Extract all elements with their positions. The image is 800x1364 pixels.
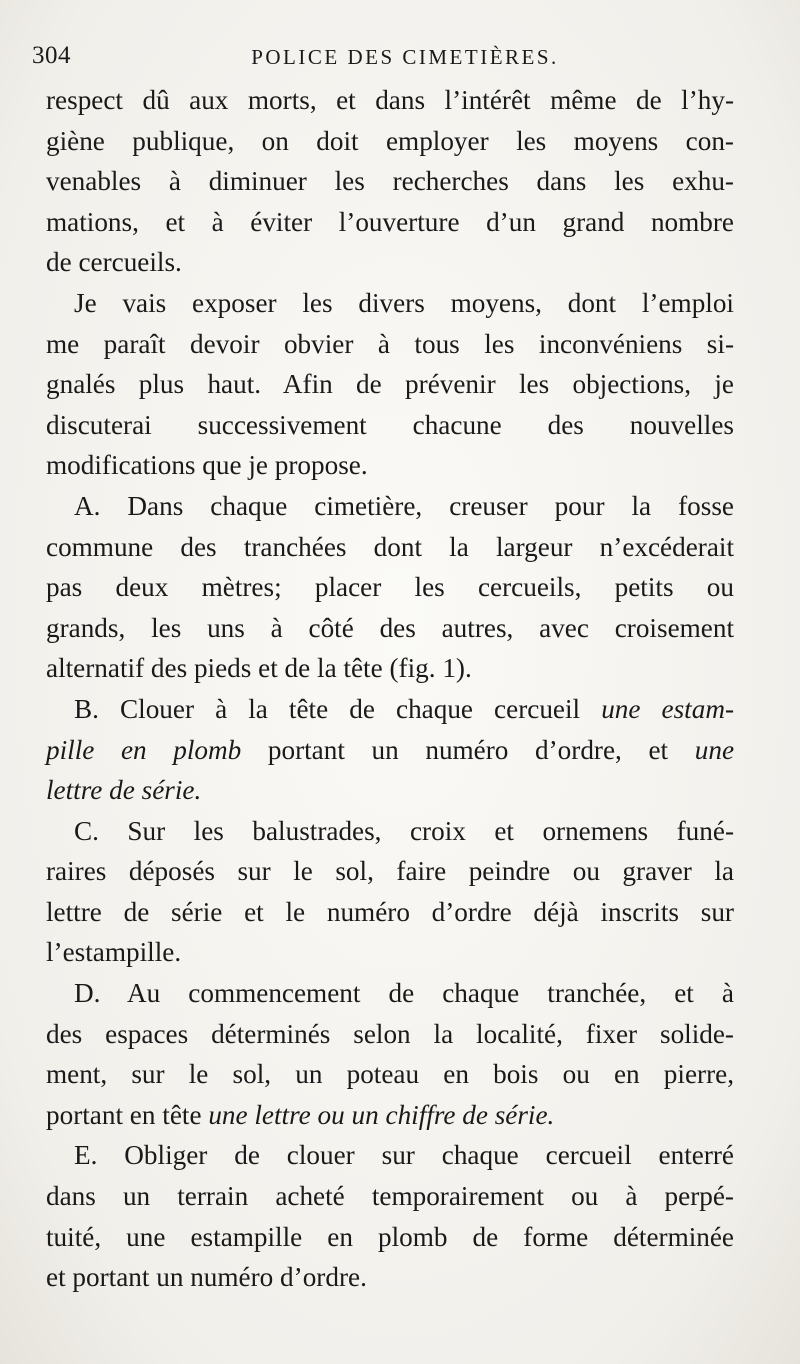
paragraph-d <box>46 973 734 1135</box>
text-line <box>46 770 734 811</box>
text-line: lettre de série et le numéro d’ordre déjà inscrits sur <box>46 896 734 927</box>
italic-text: pille en plomb <box>46 734 242 765</box>
text-line: modifications que je propose. <box>46 450 368 481</box>
text-line: pas deux mètres; placer les cercueils, petits ou <box>46 572 734 603</box>
text-line: gnalés plus haut. Afin de prévenir les objections, je <box>46 369 734 400</box>
text-line: grands, les uns à côté des autres, avec croisement <box>46 612 734 643</box>
text-line: raires déposés sur le sol, faire peindre ou graver la <box>46 856 734 887</box>
paragraph-e <box>46 1135 734 1297</box>
paragraph-a <box>46 486 734 689</box>
text-run: portant en tête <box>46 1099 202 1130</box>
paragraph-1 <box>46 80 734 283</box>
text-line: dans un terrain acheté temporairement ou à perpé- <box>46 1181 734 1212</box>
text-line: A. Dans chaque cimetière, creuser pour la fosse <box>74 490 734 521</box>
text-line: Je vais exposer les divers moyens, dont l’emploi <box>74 287 734 318</box>
page-number: 304 <box>32 42 71 69</box>
text-line: C. Sur les balustrades, croix et ornemens funé- <box>74 815 734 846</box>
text-line: et portant un numéro d’ordre. <box>46 1262 367 1293</box>
page-body <box>46 80 734 1298</box>
text-line: des espaces déterminés selon la localité, fixer solide- <box>46 1018 734 1049</box>
italic-text: une <box>694 734 735 765</box>
text-line <box>46 689 734 730</box>
text-line <box>46 730 734 771</box>
page-header <box>30 38 760 78</box>
text-line: E. Obliger de clouer sur chaque cercueil enterré <box>74 1140 734 1171</box>
paragraph-b <box>46 689 734 811</box>
text-line: ment, sur le sol, un poteau en bois ou en pierre, <box>46 1059 734 1090</box>
text-line: tuité, une estampille en plomb de forme déterminée <box>46 1221 734 1252</box>
text-line: giène publique, on doit employer les moyens con- <box>46 125 734 156</box>
paragraph-c <box>46 811 734 973</box>
text-line: mations, et à éviter l’ouverture d’un grand nombre <box>46 206 734 237</box>
text-line: D. Au commencement de chaque tranchée, et à <box>74 978 734 1009</box>
text-line <box>46 1095 734 1136</box>
text-line: discuterai successivement chacune des nouvelles <box>46 409 734 440</box>
text-line: alternatif des pieds et de la tête (fig. 1). <box>46 653 472 684</box>
text-line: de cercueils. <box>46 247 182 278</box>
text-line: commune des tranchées dont la largeur n’excéderait <box>46 531 734 562</box>
italic-text: une lettre ou un chiffre de série. <box>208 1099 555 1130</box>
text-line: l’estampille. <box>46 937 182 968</box>
running-title: POLICE DES CIMETIÈRES. <box>251 45 559 69</box>
italic-text: lettre de série. <box>46 775 202 806</box>
text-run: B. Clouer à la tête de chaque cercueil <box>74 693 581 724</box>
text-run: portant un numéro d’ordre, et <box>267 734 669 765</box>
text-line: respect dû aux morts, et dans l’intérêt même de l’hy- <box>46 85 734 115</box>
paragraph-2 <box>46 283 734 486</box>
text-line: me paraît devoir obvier à tous les inconvéniens si- <box>46 328 734 359</box>
italic-text: une estam- <box>601 693 735 724</box>
text-line: venables à diminuer les recherches dans les exhu- <box>46 166 734 197</box>
